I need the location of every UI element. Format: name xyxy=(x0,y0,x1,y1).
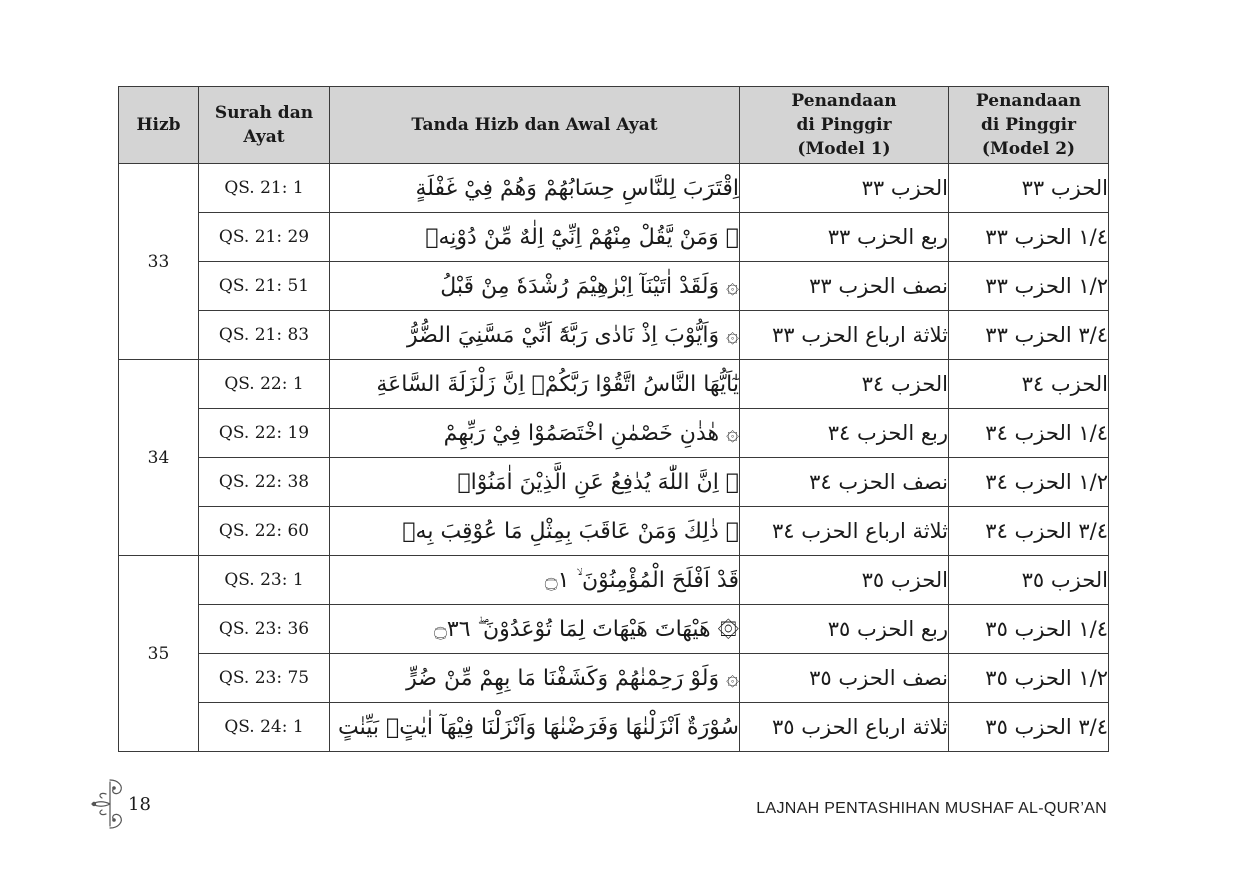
table-row xyxy=(119,507,1109,556)
surah-ayat-cell: QS. 22: 1 xyxy=(199,360,330,409)
table-row xyxy=(119,164,1109,213)
model-1-cell: الحزب ٣٥ xyxy=(740,556,949,605)
model-2-cell: الحزب ٣٤ xyxy=(949,360,1109,409)
model-1-cell: ربع الحزب ٣٥ xyxy=(740,605,949,654)
header-model-1-line-3: (Model 1) xyxy=(797,139,891,159)
table-row xyxy=(119,262,1109,311)
model-1-cell: نصف الحزب ٣٥ xyxy=(740,654,949,703)
header-model-1-line-1: Penandaan xyxy=(791,91,897,111)
table-row xyxy=(119,458,1109,507)
ayat-text-cell: قَدْ اَفْلَحَ الْمُؤْمِنُوْنَ ۙ ۝١ xyxy=(330,556,740,605)
header-surah-ayat xyxy=(199,87,330,164)
ayat-text-cell: ۞ اِنَّ اللّٰهَ يُدٰفِعُ عَنِ الَّذِيْنَ اٰمَنُوْاۗ xyxy=(330,458,740,507)
ayat-text-cell: سُوْرَةٌ اَنْزَلْنٰهَا وَفَرَضْنٰهَا وَاَنْزَلْنَا فِيْهَآ اٰيٰتٍۢ بَيِّنٰتٍ xyxy=(330,703,740,752)
surah-ayat-cell: QS. 21: 1 xyxy=(199,164,330,213)
table-row xyxy=(119,213,1109,262)
model-2-cell: ١/٢ الحزب ٣٤ xyxy=(949,458,1109,507)
hizb-number-cell: 34 xyxy=(119,360,199,556)
header-model-2-line-3: (Model 2) xyxy=(981,139,1076,159)
model-2-cell: ٣/٤ الحزب ٣٥ xyxy=(949,703,1109,752)
table-row xyxy=(119,360,1109,409)
ayat-text-cell: ۞ هٰذٰنِ خَصْمٰنِ اخْتَصَمُوْا فِيْ رَبِّهِمْ xyxy=(330,409,740,458)
model-1-cell: نصف الحزب ٣٣ xyxy=(740,262,949,311)
model-1-cell: الحزب ٣٤ xyxy=(740,360,949,409)
model-2-cell: ٣/٤ الحزب ٣٣ xyxy=(949,311,1109,360)
table-row xyxy=(119,605,1109,654)
table-header-row xyxy=(119,87,1109,164)
page-number: 18 xyxy=(128,794,151,815)
model-2-cell: ٣/٤ الحزب ٣٤ xyxy=(949,507,1109,556)
header-model-1-line-2: di Pinggir xyxy=(796,115,892,135)
ayat-text-cell: ۞ وَمَنْ يَّقُلْ مِنْهُمْ اِنِّيْٓ اِلٰهٌ مِّنْ دُوْنِهٖ xyxy=(330,213,740,262)
table-row xyxy=(119,311,1109,360)
table-row xyxy=(119,409,1109,458)
header-hizb: Hizb xyxy=(119,87,199,164)
model-2-cell: ١/٢ الحزب ٣٣ xyxy=(949,262,1109,311)
model-1-cell: ثلاثة ارباع الحزب ٣٤ xyxy=(740,507,949,556)
header-model-1 xyxy=(740,87,949,164)
header-model-2-line-1: Penandaan xyxy=(975,91,1082,111)
ayat-text-cell: ۞ وَاَيُّوْبَ اِذْ نَادٰى رَبَّهٗٓ اَنِّيْ مَسَّنِيَ الضُّرُّ xyxy=(330,311,740,360)
table-row xyxy=(119,556,1109,605)
ayat-text-cell: ۞ وَلَقَدْ اٰتَيْنَآ اِبْرٰهِيْمَ رُشْدَهٗ مِنْ قَبْلُ xyxy=(330,262,740,311)
footer-title: LAJNAH PENTASHIHAN MUSHAF AL-QUR’AN xyxy=(756,800,1107,817)
surah-ayat-cell: QS. 23: 36 xyxy=(199,605,330,654)
model-1-cell: ربع الحزب ٣٣ xyxy=(740,213,949,262)
surah-ayat-cell: QS. 22: 19 xyxy=(199,409,330,458)
surah-ayat-cell: QS. 24: 1 xyxy=(199,703,330,752)
floral-corner-ornament-icon xyxy=(88,776,130,832)
surah-ayat-cell: QS. 22: 38 xyxy=(199,458,330,507)
model-1-cell: الحزب ٣٣ xyxy=(740,164,949,213)
header-surah-line-2: Ayat xyxy=(243,127,285,147)
table-row xyxy=(119,703,1109,752)
model-2-cell: ١/٤ الحزب ٣٣ xyxy=(949,213,1109,262)
surah-ayat-cell: QS. 21: 83 xyxy=(199,311,330,360)
ayat-text-cell: ۞ هَيْهَاتَ هَيْهَاتَ لِمَا تُوْعَدُوْنَ ۖ ۝٣٦ xyxy=(330,605,740,654)
model-1-cell: ربع الحزب ٣٤ xyxy=(740,409,949,458)
hizb-table xyxy=(118,86,1109,752)
model-2-cell: الحزب ٣٥ xyxy=(949,556,1109,605)
model-2-cell: ١/٤ الحزب ٣٤ xyxy=(949,409,1109,458)
header-surah-line-1: Surah dan xyxy=(214,103,314,123)
hizb-number-cell: 33 xyxy=(119,164,199,360)
model-1-cell: ثلاثة ارباع الحزب ٣٥ xyxy=(740,703,949,752)
model-2-cell: ١/٤ الحزب ٣٥ xyxy=(949,605,1109,654)
header-model-2 xyxy=(949,87,1109,164)
ayat-text-cell: ۞ وَلَوْ رَحِمْنٰهُمْ وَكَشَفْنَا مَا بِهِمْ مِّنْ ضُرٍّ xyxy=(330,654,740,703)
surah-ayat-cell: QS. 22: 60 xyxy=(199,507,330,556)
header-model-2-line-2: di Pinggir xyxy=(980,115,1077,135)
header-tanda-hizb: Tanda Hizb dan Awal Ayat xyxy=(330,87,740,164)
ayat-text-cell: اِقْتَرَبَ لِلنَّاسِ حِسَابُهُمْ وَهُمْ فِيْ غَفْلَةٍ xyxy=(330,164,740,213)
model-1-cell: ثلاثة ارباع الحزب ٣٣ xyxy=(740,311,949,360)
surah-ayat-cell: QS. 21: 51 xyxy=(199,262,330,311)
table-row xyxy=(119,654,1109,703)
surah-ayat-cell: QS. 23: 1 xyxy=(199,556,330,605)
model-2-cell: ١/٢ الحزب ٣٥ xyxy=(949,654,1109,703)
surah-ayat-cell: QS. 21: 29 xyxy=(199,213,330,262)
hizb-number-cell: 35 xyxy=(119,556,199,752)
surah-ayat-cell: QS. 23: 75 xyxy=(199,654,330,703)
model-2-cell: الحزب ٣٣ xyxy=(949,164,1109,213)
ayat-text-cell: ۞ ذٰلِكَ وَمَنْ عَاقَبَ بِمِثْلِ مَا عُوْقِبَ بِهٖ xyxy=(330,507,740,556)
ayat-text-cell: يٰٓاَيُّهَا النَّاسُ اتَّقُوْا رَبَّكُمْۚ اِنَّ زَلْزَلَةَ السَّاعَةِ xyxy=(330,360,740,409)
model-1-cell: نصف الحزب ٣٤ xyxy=(740,458,949,507)
